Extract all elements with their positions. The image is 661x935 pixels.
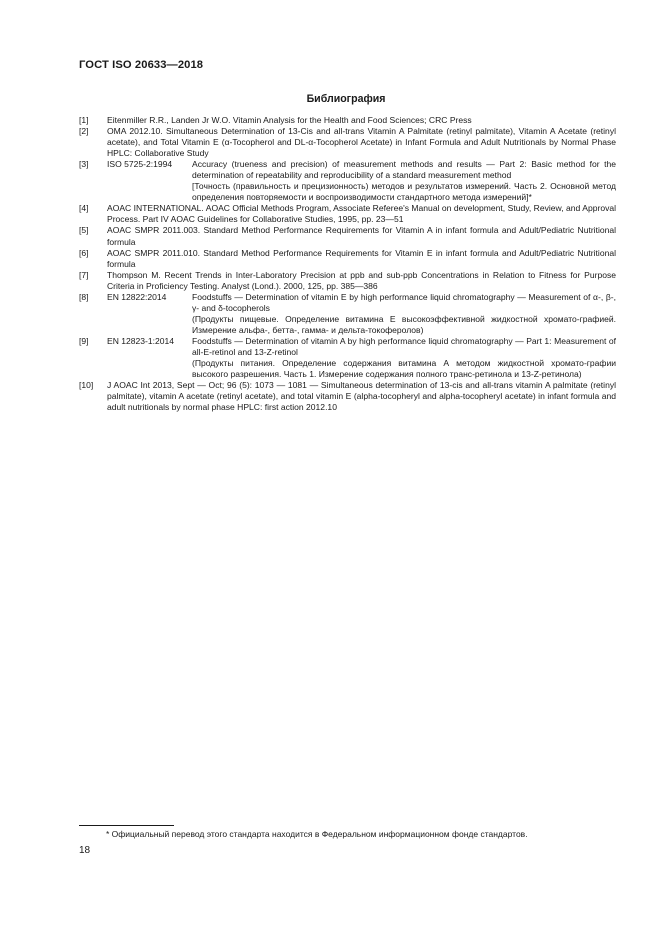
bib-number: [5] [79, 225, 89, 236]
bib-text: Thompson M. Recent Trends in Inter-Laboratory Precision at ppb and sub-ppb Concentrations in Relation to Fitness for Purpose Criteria in Proficiency Testing. Analyst (Lond.). 2000, 125, pp. 385—386 [107, 269, 616, 291]
bib-entry-8 [79, 292, 616, 336]
document-code-header: ГОСТ ISO 20633—2018 [79, 59, 204, 71]
bib-text: OMA 2012.10. Simultaneous Determination of 13-Cis and all-trans Vitamin A Palmitate (retinyl palmitate), Vitamin A Acetate (retinyl acetate), and Total Vitamin E (α-Tocopherol and DL-α-Tocopherol Acetate) in Infant Formula and Adult Nutritionals by Normal Phase HPLC: Collaborative Study [107, 126, 616, 159]
bibliography-title: Библиография [306, 93, 386, 105]
footnote-divider [79, 825, 174, 826]
bib-entry-1 [79, 115, 616, 126]
bib-number: [1] [79, 115, 89, 125]
bib-number: [8] [79, 291, 89, 302]
footnote: * Официальный перевод этого стандарта находится в Федеральном информационном фонде стандартов. [106, 829, 528, 839]
bib-text: J AOAC Int 2013, Sept — Oct; 96 (5): 1073 — 1081 — Simultaneous determination of 13-cis and all-trans vitamin A palmitate (retinyl palmitate), vitamin A acetate (retinyl acetate), and total vitamin E (alpha-tocopheryl and alpha-tocopheryl acetate) in infant formula and adult nutritionals by normal phase HPLC: first action 2012.10 [107, 380, 616, 413]
bib-translation: (Продукты питания. Определение содержания витамина А методом жидкостной хромато-графии высокого разрешения. Часть 1. Измерение содержания полного транс-ретинола и 13-Z-ретинола) [192, 358, 616, 380]
bib-text: AOAC SMPR 2011.010. Standard Method Performance Requirements for Vitamin E in infant formula and Adult/Pediatric Nutritional formula [107, 247, 616, 269]
bib-text: Accuracy (trueness and precision) of measurement methods and results — Part 2: Basic method for the determination of repeatability and reproducibility of a standard measurement method [192, 159, 616, 181]
bib-translation: (Продукты пищевые. Определение витамина Е высокоэффективной жидкостной хромато-графией. Измерение альфа-, бетта-, гамма- и дельта-токоферолов) [192, 313, 616, 335]
bib-text: Foodstuffs — Determination of vitamin E by high performance liquid chromatography — Measurement of α-, β-, γ- and δ-tocopherols [192, 291, 616, 313]
bib-number: [10] [79, 380, 94, 391]
bib-entry-4 [79, 203, 616, 225]
bib-number: [9] [79, 335, 89, 346]
bib-entry-9 [79, 336, 616, 380]
bib-translation: [Точность (правильность и прецизионность) методов и результатов измерений. Часть 2. Основной метод определения повторяемости и воспроизводимости стандартного метода измерений]* [192, 181, 616, 203]
bib-text: Foodstuffs — Determination of vitamin A by high performance liquid chromatography — Part 1: Measurement of all-E-retinol and 13-Z-retinol [192, 335, 616, 357]
bib-entry-5 [79, 225, 616, 247]
bib-entry-10 [79, 380, 616, 413]
page-number: 18 [79, 845, 91, 856]
bibliography-list [79, 115, 616, 413]
bib-number: [7] [79, 269, 89, 280]
standard-code: EN 12823-1:2014 [107, 335, 175, 346]
bib-entry-7 [79, 270, 616, 292]
bib-entry-2 [79, 126, 616, 159]
bib-text: AOAC INTERNATIONAL. AOAC Official Methods Program, Associate Referee's Manual on development, Study, Review, and Approval Process. Part IV AOAC Guidelines for Collaborative Studies, 1995, pp. 23—51 [107, 203, 616, 225]
bib-text: Eitenmiller R.R., Landen Jr W.O. Vitamin Analysis for the Health and Food Sciences; CRC Press [107, 115, 472, 125]
bib-entry-3 [79, 159, 616, 203]
standard-code: ISO 5725-2:1994 [107, 159, 173, 170]
bib-number: [2] [79, 126, 89, 137]
bib-number: [6] [79, 247, 89, 258]
bib-number: [3] [79, 159, 89, 170]
bib-text: AOAC SMPR 2011.003. Standard Method Performance Requirements for Vitamin A in infant formula and Adult/Pediatric Nutritional formula [107, 225, 616, 247]
standard-code: EN 12822:2014 [107, 291, 167, 302]
bib-entry-6 [79, 248, 616, 270]
bib-number: [4] [79, 203, 89, 214]
